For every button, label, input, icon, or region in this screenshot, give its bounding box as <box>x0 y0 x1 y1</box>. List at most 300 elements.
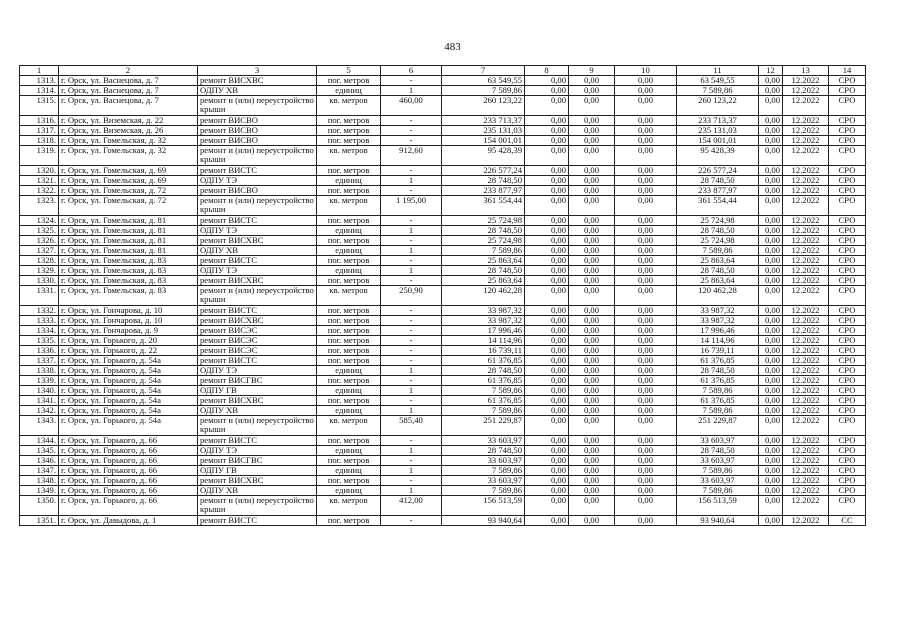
table-row <box>20 186 866 196</box>
table-cell: 0,00 <box>525 256 569 266</box>
table-cell: г. Орск, ул. Гомельская, д. 81 <box>59 246 198 256</box>
table-cell: 156 513,59 <box>677 496 759 516</box>
table-cell: 0,00 <box>569 406 615 416</box>
table-cell: 1 <box>381 226 442 236</box>
table-cell: 0,00 <box>759 516 783 526</box>
table-cell: 0,00 <box>615 216 677 226</box>
table-cell: 25 863,64 <box>677 276 759 286</box>
table-cell: 0,00 <box>615 86 677 96</box>
table-cell: 7 589,86 <box>677 86 759 96</box>
table-row <box>20 416 866 436</box>
table-cell: 0,00 <box>525 366 569 376</box>
table-cell: 1326. <box>20 236 59 246</box>
table-cell: 12.2022 <box>783 336 829 346</box>
table-cell: 1340. <box>20 386 59 396</box>
table-row <box>20 436 866 446</box>
table-row <box>20 86 866 96</box>
table-cell: г. Орск, ул. Горького, д. 20 <box>59 336 198 346</box>
table-cell: кв. метров <box>317 146 381 166</box>
table-cell: 0,00 <box>759 396 783 406</box>
table-cell: 235 131,03 <box>677 126 759 136</box>
table-cell: 28 748,50 <box>677 446 759 456</box>
column-header: 1 <box>20 66 59 76</box>
table-cell: ОДПУ ХВ <box>198 486 317 496</box>
table-cell: - <box>381 336 442 346</box>
table-cell: 0,00 <box>615 516 677 526</box>
table-cell: 0,00 <box>615 286 677 306</box>
table-cell: 251 229,87 <box>442 416 525 436</box>
table-cell: ремонт ВИСХВС <box>198 236 317 246</box>
table-cell: ремонт и (или) переустройство крыши <box>198 416 317 436</box>
table-cell: 1334. <box>20 326 59 336</box>
table-cell: 61 376,85 <box>442 356 525 366</box>
table-cell: 1333. <box>20 316 59 326</box>
table-cell: 0,00 <box>569 246 615 256</box>
table-cell: 25 724,98 <box>677 236 759 246</box>
table-cell: 0,00 <box>759 116 783 126</box>
table-cell: 0,00 <box>569 236 615 246</box>
table-cell: г. Орск, ул. Горького, д. 66 <box>59 476 198 486</box>
table-cell: 1 <box>381 486 442 496</box>
table-cell: 25 724,98 <box>442 236 525 246</box>
table-cell: - <box>381 396 442 406</box>
table-cell: 0,00 <box>569 316 615 326</box>
table-cell: пог. метров <box>317 316 381 326</box>
table-row <box>20 166 866 176</box>
table-cell: 0,00 <box>569 186 615 196</box>
table-cell: 260 123,22 <box>677 96 759 116</box>
table-cell: 1329. <box>20 266 59 276</box>
table-cell: пог. метров <box>317 136 381 146</box>
table-cell: 0,00 <box>615 366 677 376</box>
table-cell: 0,00 <box>569 226 615 236</box>
table-cell: г. Орск, ул. Гомельская, д. 69 <box>59 166 198 176</box>
table-cell: 0,00 <box>525 166 569 176</box>
table-cell: 120 462,28 <box>677 286 759 306</box>
table-row <box>20 246 866 256</box>
table-cell: г. Орск, ул. Горького, д. 22 <box>59 346 198 356</box>
table-cell: СРО <box>829 396 866 406</box>
table-cell: - <box>381 216 442 226</box>
table-cell: 0,00 <box>569 326 615 336</box>
page-number: 483 <box>444 41 461 53</box>
table-row <box>20 126 866 136</box>
table-cell: 0,00 <box>615 246 677 256</box>
table-cell: 0,00 <box>569 376 615 386</box>
table-cell: 0,00 <box>759 476 783 486</box>
table-cell: 0,00 <box>525 266 569 276</box>
table-cell: пог. метров <box>317 216 381 226</box>
table-cell: 0,00 <box>525 126 569 136</box>
table-cell: 61 376,85 <box>677 376 759 386</box>
table-cell: 0,00 <box>615 436 677 446</box>
table-cell: ремонт ВИСТС <box>198 256 317 266</box>
table-cell: 0,00 <box>525 196 569 216</box>
table-cell: СРО <box>829 216 866 226</box>
table-cell: г. Орск, ул. Горького, д. 54а <box>59 416 198 436</box>
column-header: 9 <box>569 66 615 76</box>
table-cell: 0,00 <box>615 236 677 246</box>
table-row <box>20 116 866 126</box>
table-cell: 1339. <box>20 376 59 386</box>
table-cell: 28 748,50 <box>677 266 759 276</box>
table-cell: г. Орск, ул. Горького, д. 66 <box>59 466 198 476</box>
table-cell: 12.2022 <box>783 126 829 136</box>
table-cell: - <box>381 136 442 146</box>
table-cell: г. Орск, ул. Горького, д. 54а <box>59 406 198 416</box>
table-cell: 0,00 <box>525 216 569 226</box>
table-cell: ремонт ВИСХВС <box>198 76 317 86</box>
table-cell: СРО <box>829 166 866 176</box>
table-cell: 0,00 <box>615 306 677 316</box>
table-cell: 25 863,64 <box>442 256 525 266</box>
table-cell: 0,00 <box>569 76 615 86</box>
table-cell: 63 549,55 <box>677 76 759 86</box>
table-cell: СРО <box>829 386 866 396</box>
table-cell: 28 748,50 <box>442 176 525 186</box>
table-cell: ремонт ВИСГВС <box>198 456 317 466</box>
table-cell: единиц <box>317 406 381 416</box>
table-cell: 1346. <box>20 456 59 466</box>
table-cell: г. Орск, ул. Васнецова, д. 7 <box>59 76 198 86</box>
table-cell: 12.2022 <box>783 226 829 236</box>
table-row <box>20 466 866 476</box>
table-cell: единиц <box>317 366 381 376</box>
table-cell: 251 229,87 <box>677 416 759 436</box>
table-cell: 7 589,86 <box>442 486 525 496</box>
table-cell: пог. метров <box>317 436 381 446</box>
table-cell: 0,00 <box>615 416 677 436</box>
table-cell: СРО <box>829 306 866 316</box>
table-cell: пог. метров <box>317 166 381 176</box>
table-cell: 0,00 <box>569 346 615 356</box>
table-cell: ремонт и (или) переустройство крыши <box>198 286 317 306</box>
table-cell: 0,00 <box>569 496 615 516</box>
table-cell: 0,00 <box>569 456 615 466</box>
table-cell: г. Орск, ул. Гомельская, д. 81 <box>59 236 198 246</box>
table-cell: г. Орск, ул. Гомельская, д. 32 <box>59 146 198 166</box>
table-cell: 12.2022 <box>783 476 829 486</box>
table-cell: пог. метров <box>317 356 381 366</box>
table-cell: - <box>381 236 442 246</box>
table-cell: 0,00 <box>525 186 569 196</box>
table-cell: г. Орск, ул. Гончарова, д. 10 <box>59 316 198 326</box>
table-cell: 233 713,37 <box>442 116 525 126</box>
table-cell: 1342. <box>20 406 59 416</box>
table-cell: 0,00 <box>569 396 615 406</box>
table-cell: 0,00 <box>759 326 783 336</box>
table-cell: СРО <box>829 256 866 266</box>
table-row <box>20 226 866 236</box>
table-cell: 1317. <box>20 126 59 136</box>
table-cell: 0,00 <box>525 456 569 466</box>
table-cell: СРО <box>829 96 866 116</box>
table-cell: 0,00 <box>759 456 783 466</box>
table-cell: г. Орск, ул. Васнецова, д. 7 <box>59 86 198 96</box>
table-cell: г. Орск, ул. Виземская, д. 26 <box>59 126 198 136</box>
table-cell: 0,00 <box>759 496 783 516</box>
table-cell: 0,00 <box>525 306 569 316</box>
table-cell: 17 996,46 <box>442 326 525 336</box>
table-cell: - <box>381 276 442 286</box>
table-cell: 1345. <box>20 446 59 456</box>
table-cell: 12.2022 <box>783 186 829 196</box>
table-cell: 25 724,98 <box>677 216 759 226</box>
table-cell: СРО <box>829 146 866 166</box>
table-cell: 7 589,86 <box>677 406 759 416</box>
table-cell: - <box>381 326 442 336</box>
table-cell: 28 748,50 <box>442 266 525 276</box>
table-cell: 7 589,86 <box>677 386 759 396</box>
table-cell: 250,90 <box>381 286 442 306</box>
table-cell: г. Орск, ул. Гомельская, д. 69 <box>59 176 198 186</box>
table-cell: г. Орск, ул. Гомельская, д. 83 <box>59 266 198 276</box>
table-cell: - <box>381 376 442 386</box>
table-cell: 154 001,01 <box>677 136 759 146</box>
table-cell: 0,00 <box>615 116 677 126</box>
table-cell: ОДПУ ТЭ <box>198 176 317 186</box>
table-cell: 33 603,97 <box>677 456 759 466</box>
table-cell: пог. метров <box>317 336 381 346</box>
table-cell: 33 603,97 <box>442 456 525 466</box>
table-cell: пог. метров <box>317 76 381 86</box>
table-cell: 0,00 <box>525 276 569 286</box>
table-cell: 0,00 <box>569 146 615 166</box>
table-cell: г. Орск, ул. Горького, д. 66 <box>59 436 198 446</box>
table-cell: СРО <box>829 436 866 446</box>
table-cell: 0,00 <box>615 486 677 496</box>
table-cell: 1336. <box>20 346 59 356</box>
table-cell: СРО <box>829 196 866 216</box>
table-cell: 12.2022 <box>783 276 829 286</box>
table-cell: 0,00 <box>615 396 677 406</box>
table-cell: ремонт ВИСВО <box>198 116 317 126</box>
table-cell: СРО <box>829 446 866 456</box>
table-cell: 0,00 <box>759 246 783 256</box>
table-cell: 0,00 <box>615 276 677 286</box>
table-cell: 0,00 <box>569 516 615 526</box>
table-cell: пог. метров <box>317 186 381 196</box>
table-cell: 0,00 <box>759 386 783 396</box>
table-cell: 0,00 <box>525 326 569 336</box>
table-cell: 7 589,86 <box>442 386 525 396</box>
table-cell: 1 <box>381 466 442 476</box>
table-cell: ремонт ВИСХВС <box>198 396 317 406</box>
table-cell: 0,00 <box>759 486 783 496</box>
table-cell: 0,00 <box>759 416 783 436</box>
table-cell: 1341. <box>20 396 59 406</box>
table-cell: 61 376,85 <box>442 376 525 386</box>
table-row <box>20 316 866 326</box>
table-cell: 1335. <box>20 336 59 346</box>
table-cell: 7 589,86 <box>677 246 759 256</box>
table-cell: 412,00 <box>381 496 442 516</box>
table-cell: ремонт ВИСВО <box>198 126 317 136</box>
table-cell: 0,00 <box>615 126 677 136</box>
table-cell: СРО <box>829 406 866 416</box>
table-cell: 1324. <box>20 216 59 226</box>
table-cell: кв. метров <box>317 496 381 516</box>
table-cell: 1 <box>381 446 442 456</box>
table-cell: 0,00 <box>759 356 783 366</box>
table-cell: 1343. <box>20 416 59 436</box>
table-cell: кв. метров <box>317 286 381 306</box>
table-cell: г. Орск, ул. Гомельская, д. 83 <box>59 256 198 266</box>
table-cell: 7 589,86 <box>442 86 525 96</box>
table-cell: 0,00 <box>615 406 677 416</box>
table-cell: ремонт ВИСГВС <box>198 376 317 386</box>
table-cell: 585,40 <box>381 416 442 436</box>
table-cell: 93 940,64 <box>677 516 759 526</box>
table-row <box>20 326 866 336</box>
table-cell: 33 987,32 <box>442 316 525 326</box>
table-cell: 33 987,32 <box>677 306 759 316</box>
table-cell: 0,00 <box>759 176 783 186</box>
table-cell: 0,00 <box>759 266 783 276</box>
table-cell: 0,00 <box>615 466 677 476</box>
table-cell: 12.2022 <box>783 436 829 446</box>
table-cell: единиц <box>317 226 381 236</box>
table-cell: 12.2022 <box>783 406 829 416</box>
table-cell: 0,00 <box>569 176 615 186</box>
table-cell: СРО <box>829 236 866 246</box>
table-cell: СРО <box>829 356 866 366</box>
table-cell: 12.2022 <box>783 366 829 376</box>
table-cell: 0,00 <box>759 76 783 86</box>
table-cell: ОДПУ ХВ <box>198 406 317 416</box>
table-cell: 7 589,86 <box>677 486 759 496</box>
table-cell: 0,00 <box>615 146 677 166</box>
table-row <box>20 516 866 526</box>
column-header: 6 <box>381 66 442 76</box>
table-cell: - <box>381 356 442 366</box>
table-cell: 1 <box>381 406 442 416</box>
table-cell: 226 577,24 <box>677 166 759 176</box>
table-cell: 0,00 <box>615 196 677 216</box>
table-cell: 0,00 <box>615 226 677 236</box>
table-cell: 0,00 <box>525 406 569 416</box>
table-cell: 28 748,50 <box>677 176 759 186</box>
table-cell: 12.2022 <box>783 396 829 406</box>
table-cell: 12.2022 <box>783 326 829 336</box>
table-cell: 0,00 <box>759 226 783 236</box>
table-cell: 0,00 <box>569 116 615 126</box>
table-cell: 233 713,37 <box>677 116 759 126</box>
table-row <box>20 286 866 306</box>
table-row <box>20 306 866 316</box>
table-cell: ремонт ВИСТС <box>198 306 317 316</box>
table-cell: ремонт ВИСЭС <box>198 336 317 346</box>
table-cell: ремонт ВИСХВС <box>198 476 317 486</box>
table-cell: г. Орск, ул. Давыдова, д. 1 <box>59 516 198 526</box>
table-cell: пог. метров <box>317 346 381 356</box>
table-cell: 1349. <box>20 486 59 496</box>
table-cell: 0,00 <box>525 376 569 386</box>
table-cell: г. Орск, ул. Виземская, д. 22 <box>59 116 198 126</box>
table-cell: пог. метров <box>317 376 381 386</box>
table-cell: 0,00 <box>759 286 783 306</box>
table-cell: 0,00 <box>759 466 783 476</box>
table-cell: ремонт ВИСХВС <box>198 316 317 326</box>
table-cell: 154 001,01 <box>442 136 525 146</box>
table-cell: 12.2022 <box>783 446 829 456</box>
table-cell: ремонт ВИСТС <box>198 436 317 446</box>
table-cell: пог. метров <box>317 396 381 406</box>
table-cell: 12.2022 <box>783 346 829 356</box>
table-cell: 0,00 <box>615 356 677 366</box>
table-cell: 0,00 <box>569 416 615 436</box>
table-cell: 1 <box>381 386 442 396</box>
table-cell: единиц <box>317 86 381 96</box>
table-cell: 1351. <box>20 516 59 526</box>
table-row <box>20 496 866 516</box>
table-cell: единиц <box>317 176 381 186</box>
table-cell: 0,00 <box>759 136 783 146</box>
table-header-row <box>20 66 866 76</box>
table-cell: 0,00 <box>569 86 615 96</box>
table-cell: 0,00 <box>615 136 677 146</box>
table-cell: 0,00 <box>525 446 569 456</box>
table-cell: г. Орск, ул. Гомельская, д. 83 <box>59 276 198 286</box>
table-cell: ремонт ВИСТС <box>198 356 317 366</box>
table-cell: пог. метров <box>317 306 381 316</box>
table-cell: 1331. <box>20 286 59 306</box>
table-cell: 1325. <box>20 226 59 236</box>
table-cell: г. Орск, ул. Гончарова, д. 10 <box>59 306 198 316</box>
table-cell: 0,00 <box>569 276 615 286</box>
table-cell: ремонт ВИСЭС <box>198 346 317 356</box>
table-cell: 233 877,97 <box>677 186 759 196</box>
table-cell: 12.2022 <box>783 376 829 386</box>
table-cell: 0,00 <box>525 516 569 526</box>
table-cell: 0,00 <box>759 166 783 176</box>
table-cell: 0,00 <box>759 366 783 376</box>
table-cell: 0,00 <box>615 76 677 86</box>
table-row <box>20 446 866 456</box>
table-cell: - <box>381 186 442 196</box>
table-cell: 0,00 <box>759 406 783 416</box>
table-cell: 7 589,86 <box>442 466 525 476</box>
table-cell: 12.2022 <box>783 486 829 496</box>
table-cell: 1 195,00 <box>381 196 442 216</box>
table-cell: 12.2022 <box>783 116 829 126</box>
table-cell: 0,00 <box>759 216 783 226</box>
table-cell: 28 748,50 <box>442 446 525 456</box>
table-row <box>20 356 866 366</box>
table-cell: 0,00 <box>759 146 783 166</box>
table-cell: 0,00 <box>525 136 569 146</box>
table-cell: 0,00 <box>525 356 569 366</box>
table-row <box>20 196 866 216</box>
table-cell: 0,00 <box>525 226 569 236</box>
table-cell: 12.2022 <box>783 196 829 216</box>
table-cell: 28 748,50 <box>677 226 759 236</box>
table-cell: 0,00 <box>759 236 783 246</box>
table-cell: 0,00 <box>615 186 677 196</box>
table-cell: 7 589,86 <box>442 406 525 416</box>
table-cell: единиц <box>317 446 381 456</box>
table-cell: 0,00 <box>615 376 677 386</box>
table-row <box>20 456 866 466</box>
table-cell: 0,00 <box>759 96 783 116</box>
table-cell: ремонт и (или) переустройство крыши <box>198 146 317 166</box>
table-cell: СРО <box>829 266 866 276</box>
table-cell: 1316. <box>20 116 59 126</box>
table-cell: СРО <box>829 86 866 96</box>
table-cell: 0,00 <box>759 196 783 216</box>
table-cell: 0,00 <box>569 166 615 176</box>
table-cell: 0,00 <box>569 216 615 226</box>
